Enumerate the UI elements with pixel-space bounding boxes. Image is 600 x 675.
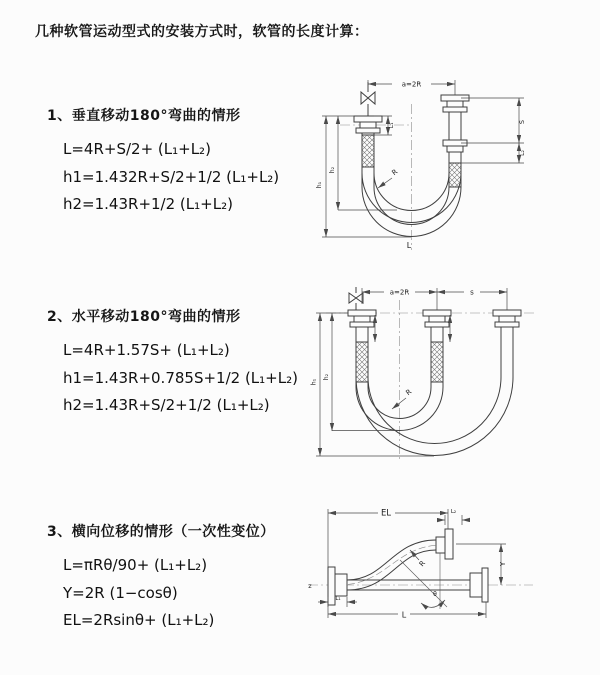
dim-label-h2: h₂ (323, 373, 330, 381)
braid-section (449, 163, 461, 187)
formula-line: L=4R+1.57S+ (L₁+L₂) (63, 341, 230, 359)
dim-label-a2r: a=2R (389, 288, 410, 297)
diagram-lateral-displacement (298, 497, 598, 652)
right-flange-lower (443, 140, 467, 187)
section-vertical-bend (47, 105, 279, 219)
dim-label-h1: h₁ (316, 181, 323, 189)
middle-flange (423, 310, 451, 382)
formula-line: L=4R+S/2+ (L₁+L₂) (63, 140, 211, 158)
section-3-heading: 3、横向位移的情形（一次性变位） (47, 524, 275, 540)
section-horizontal-bend (47, 306, 298, 420)
dim-label-r: R (417, 559, 428, 569)
section-3-formulas (63, 552, 275, 635)
dim-label-h1: h₁ (310, 378, 318, 386)
right-flange-upper (441, 95, 469, 112)
braid-section (362, 135, 374, 167)
braid-section (431, 342, 443, 382)
right-flange-displaced (436, 529, 453, 559)
section-lateral-displacement (47, 521, 275, 635)
dim-label-y: Y (499, 561, 507, 567)
dim-label-l2: L₂ (450, 509, 457, 515)
dim-label-s: S (518, 119, 526, 125)
dim-label-l1: L₁ (388, 122, 395, 129)
dim-label-l1: L₁ (335, 596, 341, 602)
section-2-formulas (63, 337, 298, 420)
diagram-horizontal-180-bend (312, 282, 567, 467)
formula-line: L=πRθ/90+ (L₁+L₂) (63, 556, 208, 574)
dimension-lines (322, 80, 524, 237)
dim-label-r: R (390, 167, 400, 178)
formula-line: h2=1.43R+1/2 (L₁+L₂) (63, 195, 233, 213)
section-1-formulas (63, 136, 279, 219)
valve-icon (349, 287, 363, 310)
dim-label-l2: L₂ (519, 150, 526, 156)
diagram-vertical-180-bend (312, 70, 562, 257)
dim-label-l: L (406, 241, 412, 250)
left-flange (348, 310, 376, 382)
dim-label-theta: θ (433, 591, 437, 598)
section-1-heading: 1、垂直移动180°弯曲的情形 (47, 108, 241, 124)
formula-line: h1=1.432R+S/2+1/2 (L₁+L₂) (63, 167, 280, 186)
braid-section (356, 342, 368, 382)
dim-label-el: EL (380, 508, 392, 519)
formula-line: h2=1.43R+S/2+1/2 (L₁+L₂) (63, 396, 270, 414)
dimension-lines (318, 509, 506, 618)
right-flange-inline (470, 568, 488, 602)
dim-label-a2r: a=2R (401, 80, 422, 89)
formula-line: h1=1.43R+0.785S+1/2 (L₁+L₂) (63, 368, 298, 387)
dim-label-h2: h₂ (329, 166, 336, 174)
shifted-flange-outline (493, 310, 521, 327)
page-title: 几种软管运动型式的安装方式时，软管的长度计算： (35, 24, 369, 40)
fixed-end-mark: z (308, 582, 312, 590)
section-2-heading: 2、水平移动180°弯曲的情形 (47, 309, 241, 325)
dim-label-l: L (401, 610, 407, 620)
formula-line: Y=2R (1−cosθ) (63, 583, 178, 602)
formula-line: EL=2Rsinθ+ (L₁+L₂) (63, 611, 215, 629)
dim-label-r: R (404, 387, 414, 398)
dim-label-s: s (470, 288, 474, 297)
left-flange (354, 116, 382, 167)
